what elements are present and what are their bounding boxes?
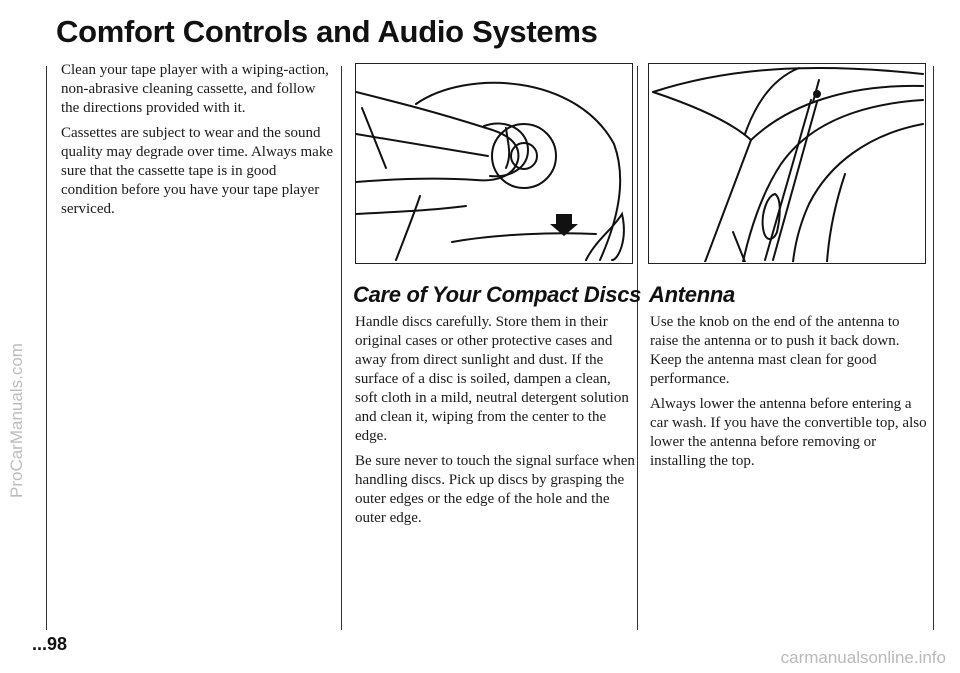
compact-discs-paragraph: Be sure never to touch the signal surface when handling discs. Pick up discs by grasping the outer edges or the edge of the hole and the outer edge.: [355, 453, 635, 526]
tape-care-text: [61, 61, 335, 225]
compact-discs-text: [355, 313, 635, 534]
footer-watermark: carmanualsonline.info: [780, 648, 946, 667]
column-rule-center: [341, 66, 342, 630]
tape-care-paragraph: Clean your tape player with a wiping-action, non-abrasive cleaning cassette, and follow the directions provided with it.: [61, 62, 329, 116]
antenna-paragraph: Use the knob on the end of the antenna to raise the antenna or to push it back down. Keep the antenna mast clean for good performance.: [650, 314, 900, 387]
side-watermark: [4, 210, 28, 500]
column-rule-right: [637, 66, 638, 630]
column-rule-far-right: [933, 66, 934, 630]
antenna-illustration: [648, 63, 926, 264]
antenna-heading: Antenna: [649, 282, 735, 307]
page-number: ...98: [32, 634, 68, 654]
antenna-paragraph: Always lower the antenna before entering a car wash. If you have the convertible top, also lower the antenna before removing or installing the top.: [650, 396, 927, 469]
page-title: Comfort Controls and Audio Systems: [56, 14, 598, 49]
compact-discs-paragraph: Handle discs carefully. Store them in their original cases or other protective cases and away from direct sunlight and dust. If the surface of a disc is soiled, dampen a clean, soft cloth in a mild, neutral detergent solution and clean it, wiping from the center to the edge.: [355, 314, 629, 444]
antenna-text: [650, 313, 930, 477]
compact-disc-illustration: [355, 63, 633, 264]
column-rule-left: [46, 66, 47, 630]
side-watermark-text: ProCarManuals.com: [7, 343, 26, 498]
compact-discs-heading: Care of Your Compact Discs: [353, 282, 642, 307]
tape-care-paragraph: Cassettes are subject to wear and the sound quality may degrade over time. Always make sure that the cassette tape is in good condition before you have your tape player serviced.: [61, 125, 333, 217]
